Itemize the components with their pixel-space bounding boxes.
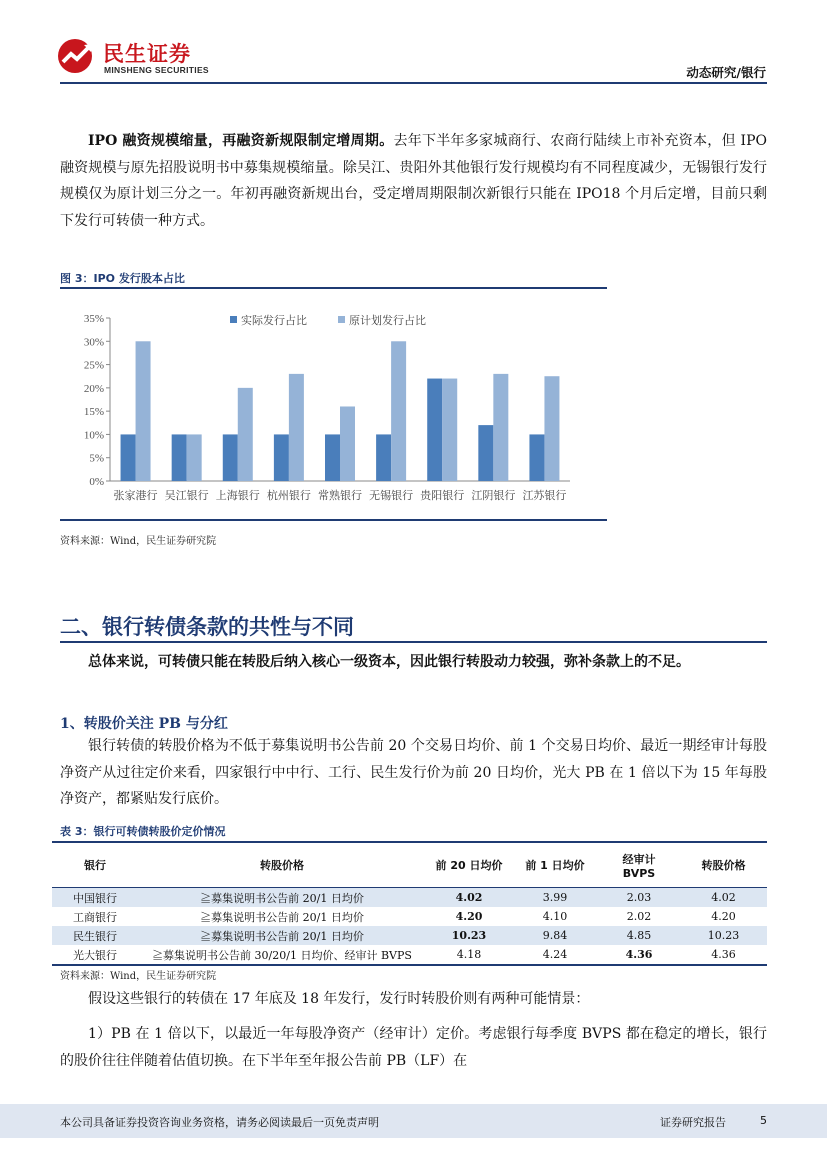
bar-actual <box>172 434 187 481</box>
figure-bottom-divider <box>60 519 607 521</box>
header-avg20: 前 20 日均价 <box>426 842 512 888</box>
footer-report-type: 证券研究报告 <box>660 1116 726 1129</box>
table-title: 表 3：银行可转债转股价定价情况 <box>60 825 226 838</box>
x-tick-label: 吴江银行 <box>164 489 209 502</box>
bar-actual <box>274 434 289 481</box>
table-row: 工商银行 ≧募集说明书公告前 20/1 日均价 4.20 4.10 2.02 4.20 <box>73 910 736 924</box>
bar-planned <box>187 434 202 481</box>
header-bvps: 经审计 BVPS <box>598 842 680 888</box>
header-avg1: 前 1 日均价 <box>512 842 598 888</box>
table-row: 中国银行 ≧募集说明书公告前 20/1 日均价 4.02 3.99 2.03 4.02 <box>52 888 767 908</box>
y-tick-label: 15% <box>83 406 104 419</box>
bar-actual <box>325 434 340 481</box>
bar-actual <box>478 425 493 481</box>
header-divider <box>60 82 767 84</box>
bar-actual <box>427 379 442 481</box>
y-tick-label: 30% <box>83 336 104 349</box>
bar-planned <box>391 341 406 481</box>
closing-paragraph-1: 假设这些银行的转债在 17 年底及 18 年发行，发行时转股价则有两种可能情景： <box>88 991 590 1007</box>
bar-actual <box>223 434 238 481</box>
logo-text-en: MINSHENG SECURITIES <box>104 65 209 75</box>
figure-source: 资料来源：Wind，民生证券研究院 <box>60 536 217 547</box>
bar-planned <box>493 374 508 481</box>
section-summary: 总体来说，可转债只能在转股后纳入核心一级资本，因此银行转股动力较强，弥补条款上的不足。 <box>88 654 690 670</box>
x-tick-label: 江苏银行 <box>522 489 567 502</box>
intro-lead: IPO 融资规模缩量，再融资新规限制定增周期。 <box>88 133 394 149</box>
header-price: 转股价格 <box>680 842 767 888</box>
bar-planned <box>238 388 253 481</box>
bar-actual <box>376 434 391 481</box>
y-tick-label: 0% <box>89 476 104 488</box>
y-tick-label: 5% <box>89 452 104 465</box>
bar-planned <box>544 376 559 481</box>
legend-swatch <box>338 316 345 323</box>
legend-label: 实际发行占比 <box>241 314 307 327</box>
table-row: 民生银行 ≧募集说明书公告前 20/1 日均价 10.23 9.84 4.85 10.23 <box>52 926 767 945</box>
x-tick-label: 杭州银行 <box>266 489 311 502</box>
logo-text-cn: 民生证券 <box>103 42 191 66</box>
conversion-price-table <box>52 841 767 966</box>
figure-top-divider <box>60 287 607 289</box>
sub-section-title: 1、转股价关注 PB 与分红 <box>60 716 228 732</box>
bar-planned <box>289 374 304 481</box>
ipo-share-chart <box>60 300 607 515</box>
bar-planned <box>136 341 151 481</box>
closing-paragraph-2: 1）PB 在 1 倍以下，以最近一年每股净资产（经审计）定价。考虑银行每季度 BVPS 都在稳定的增长，银行的股价往往伴随着估值切换。在下半年至年报公告前 PB（LF）在 <box>60 1026 767 1069</box>
y-tick-label: 25% <box>83 359 104 372</box>
bar-actual <box>121 434 136 481</box>
x-tick-label: 贵阳银行 <box>420 489 465 502</box>
table-header-row <box>52 842 767 888</box>
intro-text: 去年下半年多家城商行、农商行陆续上市补充资本，但 IPO 融资规模与原先招股说明书中募集规模缩量。除吴江、贵阳外其他银行发行规模均有不同程度减少，无锡银行发行规模仅为原计划三分之一。年初再融资新规出台，受定增周期限制次新银行只能在 IPO18 个月后定增，目前只剩下发行可转债一种方式。 <box>60 133 767 229</box>
report-category: 动态研究/银行 <box>686 65 766 80</box>
intro-paragraph <box>60 128 767 234</box>
page-number: 5 <box>760 1114 767 1127</box>
x-tick-label: 江阴银行 <box>471 489 516 502</box>
y-tick-label: 10% <box>83 429 104 442</box>
bar-planned <box>340 406 355 481</box>
section-title: 二、银行转债条款的共性与不同 <box>60 615 354 639</box>
figure-title: 图 3：IPO 发行股本占比 <box>60 272 185 285</box>
header-rule: 转股价格 <box>138 842 426 888</box>
footer-disclaimer: 本公司具备证券投资咨询业务资格，请务必阅读最后一页免责声明 <box>60 1116 379 1129</box>
x-tick-label: 上海银行 <box>215 489 260 502</box>
legend-label: 原计划发行占比 <box>349 314 426 327</box>
table-source: 资料来源：Wind，民生证券研究院 <box>60 971 217 982</box>
header-bank: 银行 <box>52 842 138 888</box>
y-tick-label: 35% <box>83 313 104 325</box>
legend-swatch <box>230 316 237 323</box>
bar-actual <box>529 434 544 481</box>
conversion-price-paragraph: 银行转债的转股价格为不低于募集说明书公告前 20 个交易日均价、前 1 个交易日均价、最近一期经审计每股净资产从过往定价来看，四家银行中中行、工行、民生发行价为前 20 日均价，光大 PB 在 1 倍以下为 15 年每股净资产，都紧贴发行底价。 <box>60 738 767 807</box>
logo-icon <box>57 38 97 74</box>
section-divider <box>60 641 767 643</box>
x-tick-label: 常熟银行 <box>318 489 362 502</box>
x-tick-label: 无锡银行 <box>369 489 414 502</box>
x-tick-label: 张家港行 <box>113 489 158 502</box>
table-row: 光大银行 ≧募集说明书公告前 30/20/1 日均价、经审计 BVPS 4.18 4.24 4.36 4.36 <box>52 945 767 965</box>
y-tick-label: 20% <box>83 382 104 395</box>
bar-planned <box>442 379 457 481</box>
